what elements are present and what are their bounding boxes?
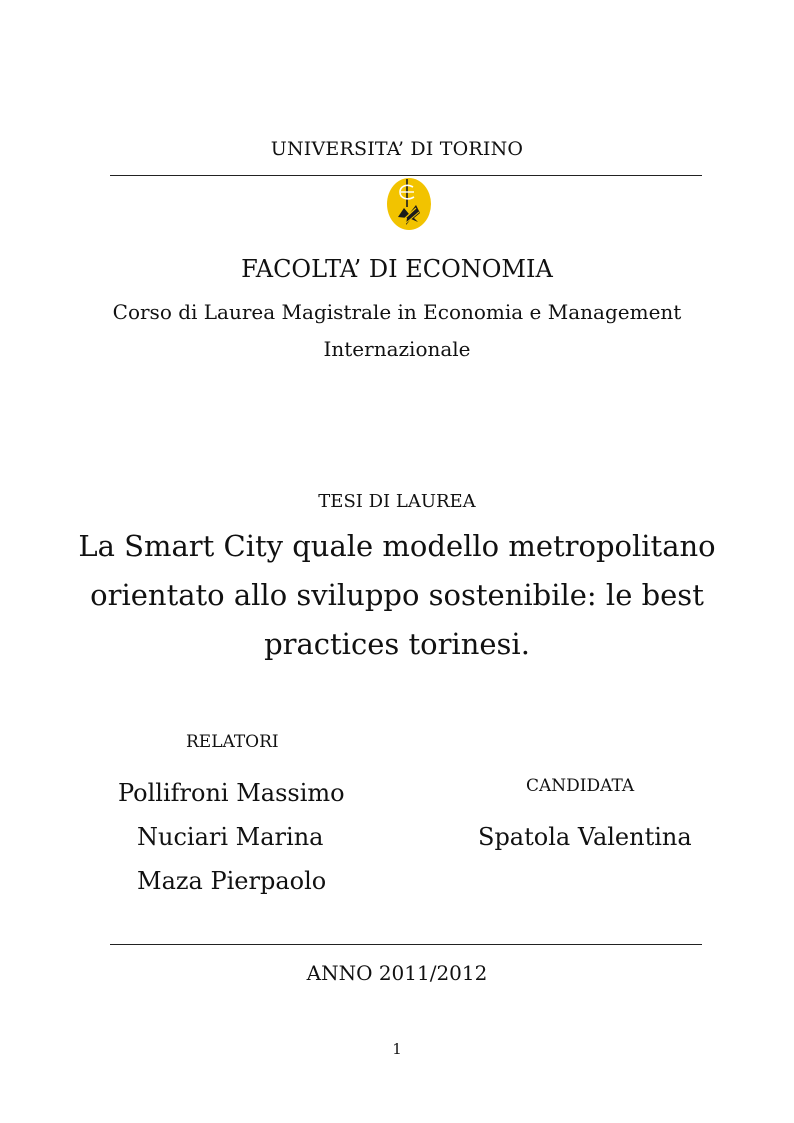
- bottom-divider: [110, 944, 702, 945]
- thesis-title-line-3: practices torinesi.: [264, 627, 530, 661]
- thesis-label: TESI DI LAUREA: [318, 491, 476, 512]
- course-line-1: Corso di Laurea Magistrale in Economia e Management: [112, 300, 682, 324]
- supervisors-label: RELATORI: [186, 732, 279, 752]
- candidate-name: Spatola Valentina: [478, 823, 692, 851]
- supervisor-name: Pollifroni Massimo: [118, 779, 345, 807]
- faculty-name: FACOLTA’ DI ECONOMIA: [241, 255, 553, 283]
- page-number: 1: [392, 1040, 402, 1058]
- university-seal-icon: [386, 177, 432, 231]
- top-divider: [110, 175, 702, 176]
- supervisor-name: Maza Pierpaolo: [137, 867, 327, 895]
- thesis-title-line-1: La Smart City quale modello metropolitano: [78, 529, 716, 563]
- course-line-2: Internazionale: [323, 337, 471, 361]
- supervisor-name: Nuciari Marina: [137, 823, 324, 851]
- thesis-title-line-2: orientato allo sviluppo sostenibile: le best: [90, 578, 704, 612]
- academic-year: ANNO 2011/2012: [306, 961, 488, 985]
- candidate-label: CANDIDATA: [526, 776, 635, 796]
- university-name: UNIVERSITA’ DI TORINO: [270, 138, 524, 160]
